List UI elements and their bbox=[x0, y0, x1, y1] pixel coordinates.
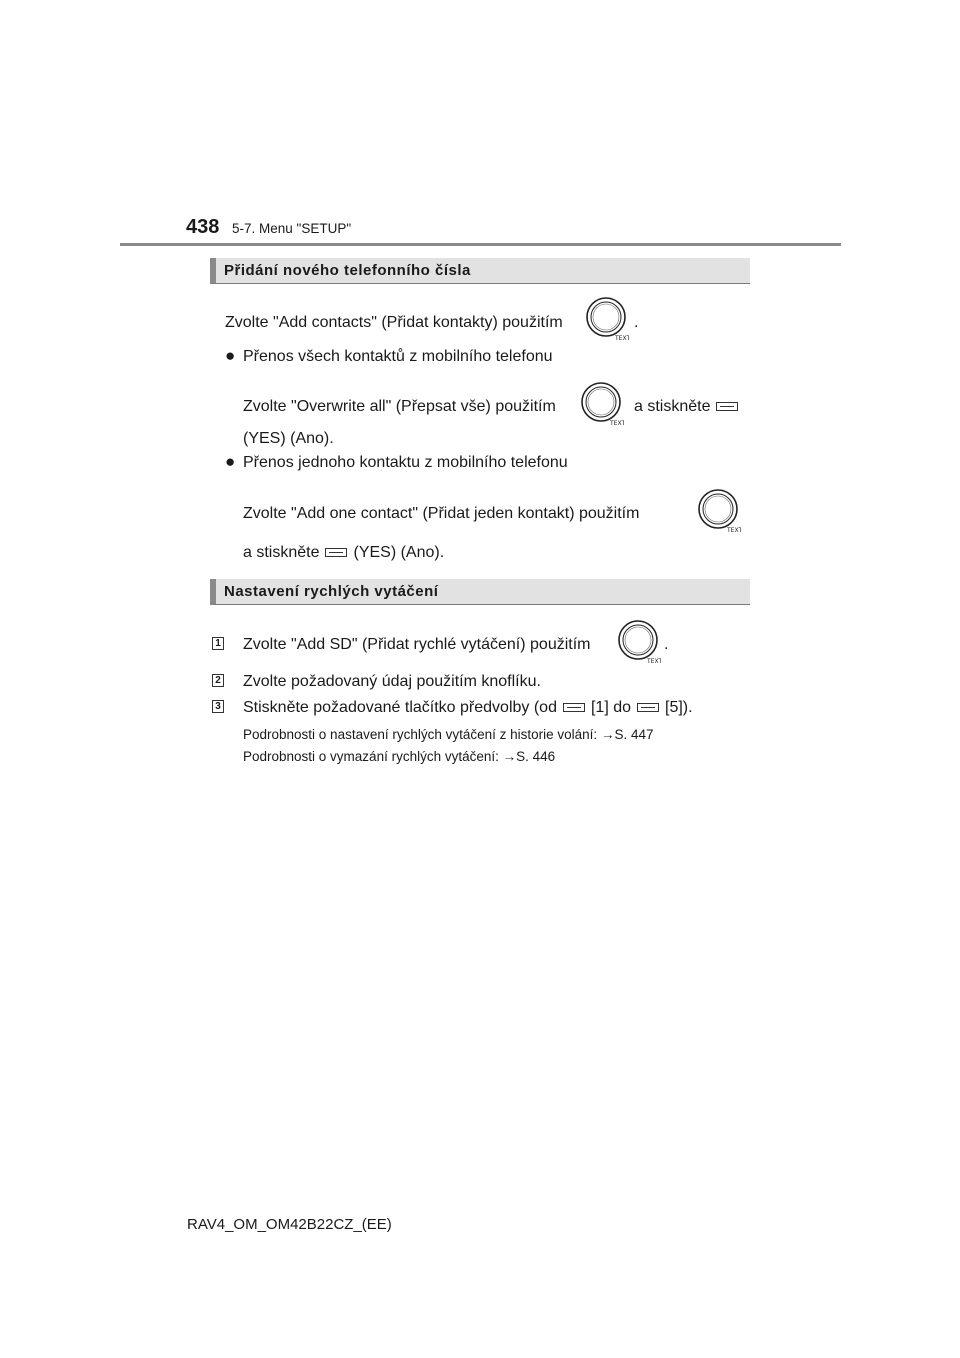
bullet2-text-before: Zvolte "Add one contact" (Přidat jeden kontakt) použitím bbox=[243, 505, 640, 522]
yes-key-icon bbox=[716, 402, 738, 411]
note-history-speed-dial: Podrobnosti o nastavení rychlých vytáčení z historie volání: →S. 447 bbox=[243, 727, 654, 742]
page-reference: →S. 447 bbox=[600, 727, 654, 742]
document-code: RAV4_OM_OM42B22CZ_(EE) bbox=[187, 1216, 392, 1233]
bullet-icon: ● bbox=[225, 346, 236, 365]
section-title: Nastavení rychlých vytáčení bbox=[224, 583, 439, 600]
tune-knob-icon bbox=[585, 297, 629, 341]
preset-key-icon bbox=[563, 703, 585, 712]
step-2-text: Zvolte požadovaný údaj použitím knoflíku. bbox=[243, 673, 541, 690]
step-number: 1 bbox=[212, 637, 224, 650]
header-divider bbox=[120, 243, 841, 246]
bullet1-text-middle: a stiskněte bbox=[634, 397, 744, 417]
section-title: Přidání nového telefonního čísla bbox=[224, 262, 471, 279]
section-heading-speed-dial bbox=[210, 579, 750, 605]
page-reference: →S. 446 bbox=[502, 749, 556, 764]
bullet-icon: ● bbox=[225, 452, 236, 471]
bullet2-text-after: a stiskněte (YES) (Ano). bbox=[243, 544, 445, 561]
tune-knob-icon bbox=[697, 489, 741, 533]
svg-text:TEXT: TEXT bbox=[727, 527, 741, 533]
step-number: 3 bbox=[212, 700, 224, 713]
step-number: 2 bbox=[212, 674, 224, 687]
bullet-title: Přenos jednoho kontaktu z mobilního telefonu bbox=[243, 454, 568, 471]
intro-line: Zvolte "Add contacts" (Přidat kontakty) použitím bbox=[225, 314, 563, 331]
bullet-title: Přenos všech kontaktů z mobilního telefonu bbox=[243, 348, 553, 365]
bullet1-text-after: (YES) (Ano). bbox=[243, 430, 334, 447]
page-number: 438 bbox=[186, 216, 220, 238]
svg-text:TEXT: TEXT bbox=[615, 335, 629, 341]
step-1-text: Zvolte "Add SD" (Přidat rychlé vytáčení) použitím bbox=[243, 636, 591, 653]
note-delete-speed-dial: Podrobnosti o vymazání rychlých vytáčení: →S. 446 bbox=[243, 749, 556, 764]
preset-key-icon bbox=[637, 703, 659, 712]
tune-knob-icon bbox=[580, 382, 624, 426]
tune-knob-icon bbox=[617, 620, 661, 664]
section-heading-add-number bbox=[210, 258, 750, 284]
yes-key-icon bbox=[325, 548, 347, 557]
svg-text:TEXT: TEXT bbox=[610, 420, 624, 426]
svg-text:TEXT: TEXT bbox=[647, 658, 661, 664]
step-3-text: Stiskněte požadované tlačítko předvolby (od [1] do [5]). bbox=[243, 699, 693, 716]
header-title: 5-7. Menu "SETUP" bbox=[232, 221, 352, 236]
bullet1-text-before: Zvolte "Overwrite all" (Přepsat vše) použitím bbox=[243, 398, 556, 415]
